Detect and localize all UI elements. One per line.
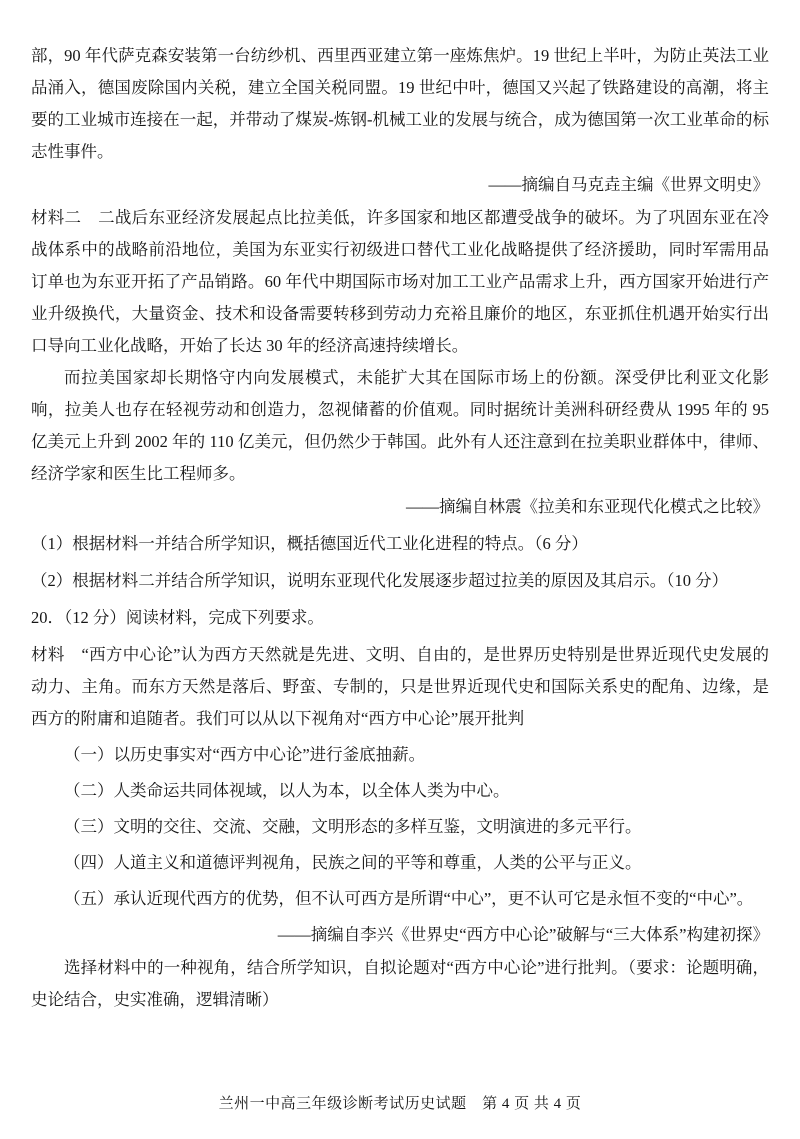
paragraph-list-item: （一）以历史事实对“西方中心论”进行釜底抽薪。 bbox=[64, 745, 426, 764]
paragraph-list-item: （三）文明的交往、交流、交融，文明形态的多样互鉴，文明演进的多元平行。 bbox=[64, 817, 642, 836]
paragraph-list-item: （四）人道主义和道德评判视角，民族之间的平等和尊重，人类的公平与正义。 bbox=[64, 853, 642, 872]
paragraph-list-item: （五）承认近现代西方的优势，但不认可西方是所谓“中心”，更不认可它是永恒不变的“中心”。 bbox=[64, 889, 754, 908]
document-body bbox=[31, 40, 769, 1016]
paragraph-attribution: ——摘编自林震《拉美和东亚现代化模式之比较》 bbox=[406, 497, 769, 516]
paragraph-attribution: ——摘编自李兴《世界史“西方中心论”破解与“三大体系”构建初探》 bbox=[277, 925, 769, 944]
paragraph-body: 部，90 年代萨克森安装第一台纺纱机、西里西亚建立第一座炼焦炉。19 世纪上半叶，为防止英法工业品涌入，德国废除国内关税，建立全国关税同盟。19 世纪中叶，德国又兴起了铁路建设的高潮，将主要的工业城市连接在一起，并带动了煤炭-炼钢-机械工业的发展与统合，成为德国第一次工业革命的标志性事件。 bbox=[31, 46, 769, 161]
paragraph-body-indent: 而拉美国家却长期恪守内向发展模式，未能扩大其在国际市场上的份额。深受伊比利亚文化影响，拉美人也存在轻视劳动和创造力，忽视储蓄的价值观。同时据统计美洲科研经费从 1995 年的 95 亿美元上升到 2002 年的 110 亿美元，但仍然少于韩国。此外有人还注意到在拉美职业群体中，律师、经济学家和医生比工程师多。 bbox=[31, 368, 769, 483]
paragraph-body: 材料 “西方中心论”认为西方天然就是先进、文明、自由的，是世界历史特别是世界近现代史发展的动力、主角。而东方天然是落后、野蛮、专制的，只是世界近现代史和国际关系史的配角、边缘，是西方的附庸和追随者。我们可以从以下视角对“西方中心论”展开批判 bbox=[31, 645, 769, 728]
paragraph-list-item: （二）人类命运共同体视域，以人为本，以全体人类为中心。 bbox=[64, 781, 510, 800]
paragraph-attribution: ——摘编自马克垚主编《世界文明史》 bbox=[488, 175, 769, 194]
paragraph-question: 20．（12 分）阅读材料，完成下列要求。 bbox=[31, 608, 324, 627]
page-footer: 兰州一中高三年级诊断考试历史试题 第 4 页 共 4 页 bbox=[218, 1096, 582, 1112]
paragraph-question: （1）根据材料一并结合所学知识，概括德国近代工业化进程的特点。（6 分） bbox=[31, 534, 588, 553]
paragraph-question: （2）根据材料二并结合所学知识，说明东亚现代化发展逐步超过拉美的原因及其启示。（10 分） bbox=[31, 571, 729, 590]
paragraph-body-indent: 选择材料中的一种视角，结合所学知识，自拟论题对“西方中心论”进行批判。（要求：论题明确，史论结合，史实准确，逻辑清晰） bbox=[31, 958, 769, 1009]
paragraph-body: 材料二 二战后东亚经济发展起点比拉美低，许多国家和地区都遭受战争的破坏。为了巩固东亚在冷战体系中的战略前沿地位，美国为东亚实行初级进口替代工业化战略提供了经济援助，同时军需用品订单也为东亚开拓了产品销路。60 年代中期国际市场对加工工业产品需求上升，西方国家开始进行产业升级换代，大量资金、技术和设备需要转移到劳动力充裕且廉价的地区，东亚抓住机遇开始实行出口导向工业化战略，开始了长达 30 年的经济高速持续增长。 bbox=[31, 208, 769, 355]
